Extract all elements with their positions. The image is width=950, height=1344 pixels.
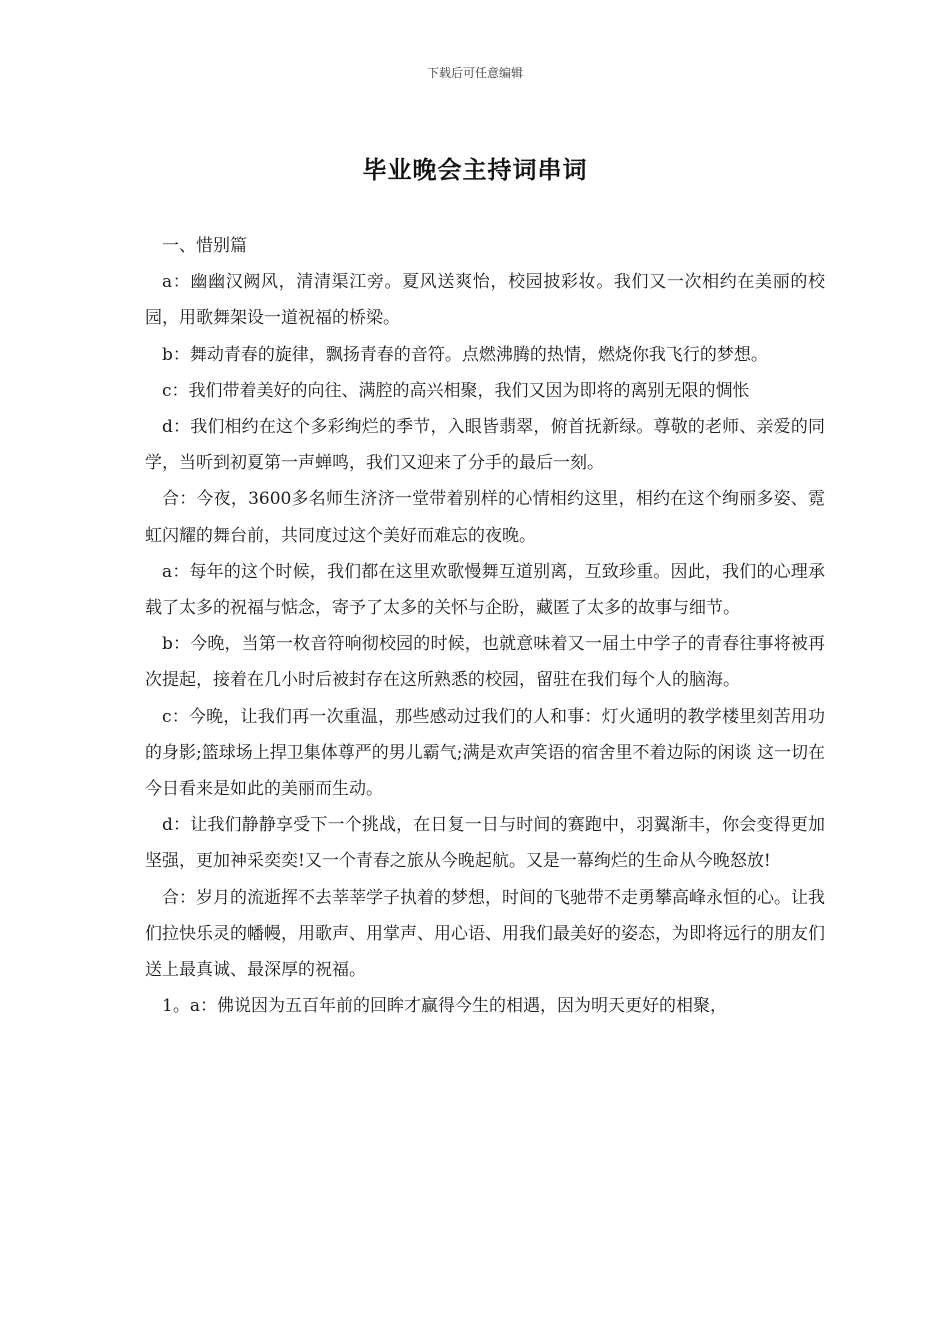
- paragraph-d-intro: d：我们相约在这个多彩绚烂的季节，入眼皆翡翠，俯首抚新绿。尊敬的老师、亲爱的同学，当听到初夏第一声蝉鸣，我们又迎来了分手的最后一刻。: [145, 417, 825, 474]
- paragraph-a-intro: a：幽幽汉阙风，清清渠江旁。夏风送爽怡，校园披彩妆。我们又一次相约在美丽的校园，用歌舞架设一道祝福的桥梁。: [145, 272, 825, 329]
- paragraph-c-2: c：今晚，让我们再一次重温，那些感动过我们的人和事：灯火通明的教学楼里刻苦用功的身影;篮球场上捍卫集体尊严的男儿霸气;满是欢声笑语的宿舍里不着边际的闲谈 这一切在今日看来是如此的美丽而生动。: [145, 706, 825, 800]
- paragraph-b-2: b：今晚，当第一枚音符响彻校园的时候，也就意味着又一届土中学子的青春往事将被再次提起，接着在几小时后被封存在这所熟悉的校园，留驻在我们每个人的脑海。: [145, 634, 825, 691]
- paragraph-together-1: 合：今夜，3600多名师生济济一堂带着别样的心情相约这里，相约在这个绚丽多姿、霓虹闪耀的舞台前，共同度过这个美好而难忘的夜晚。: [145, 489, 825, 546]
- document-body: [145, 228, 825, 1024]
- paragraph-1-a: 1。a：佛说因为五百年前的回眸才赢得今生的相遇，因为明天更好的相聚，: [162, 996, 727, 1017]
- paragraph-together-2: 合：岁月的流逝挥不去莘莘学子执着的梦想，时间的飞驰带不走勇攀高峰永恒的心。让我们拉快乐灵的幡幔，用歌声、用掌声、用心语、用我们最美好的姿态，为即将远行的朋友们送上最真诚、最深厚的祝福。: [145, 887, 825, 981]
- document-title: 毕业晚会主持词串词: [362, 156, 588, 184]
- paragraph-d-2: d：让我们静静享受下一个挑战，在日复一日与时间的赛跑中，羽翼渐丰，你会变得更加坚强，更加神采奕奕!又一个青春之旅从今晚起航。又是一幕绚烂的生命从今晚怒放!: [145, 815, 825, 872]
- section-heading: 一、惜别篇: [162, 236, 247, 256]
- page-header: 下载后可任意编辑: [426, 66, 523, 80]
- paragraph-a-2: a：每年的这个时候，我们都在这里欢歌慢舞互道别离，互致珍重。因此，我们的心理承载了太多的祝福与惦念，寄予了太多的关怀与企盼，藏匿了太多的故事与细节。: [145, 561, 825, 619]
- paragraph-c-intro: c：我们带着美好的向往、满腔的高兴相聚，我们又因为即将的离别无限的惆怅: [162, 380, 750, 401]
- paragraph-b-intro: b：舞动青春的旋律，飘扬青春的音符。点燃沸腾的热情，燃烧你我飞行的梦想。: [162, 344, 768, 365]
